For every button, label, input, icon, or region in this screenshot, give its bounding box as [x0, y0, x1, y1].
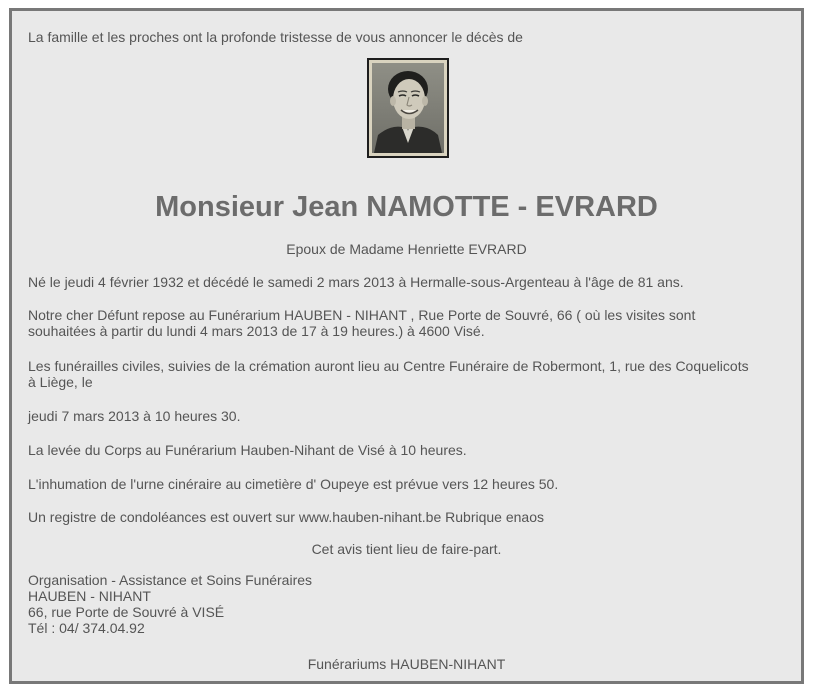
organisation-block [28, 572, 312, 636]
footer-text: Funérariums HAUBEN-NIHANT [307, 656, 506, 672]
organisation-line-3: 66, rue Porte de Souvré à VISÉ [28, 604, 225, 620]
registry-text: Un registre de condoléances est ouvert sur www.hauben-nihant.be Rubrique enaos [28, 509, 544, 525]
birth-death-text: Né le jeudi 4 février 1932 et décédé le samedi 2 mars 2013 à Hermalle-sous-Argenteau à l'âge de 81 ans. [28, 274, 684, 290]
deceased-name: Monsieur Jean NAMOTTE - EVRARD [155, 191, 658, 223]
funeral-date-text: jeudi 7 mars 2013 à 10 heures 30. [28, 408, 241, 424]
spouse-text: Epoux de Madame Henriette EVRARD [286, 241, 527, 257]
intro-text: La famille et les proches ont la profonde tristesse de vous annoncer le décès de [28, 29, 523, 45]
funeral-text-line-2: à Liège, le [28, 374, 93, 390]
inhumation-text: L'inhumation de l'urne cinéraire au cimetière d' Oupeye est prévue vers 12 heures 50. [28, 476, 559, 492]
avis-text: Cet avis tient lieu de faire-part. [311, 541, 502, 557]
levee-text: La levée du Corps au Funérarium Hauben-Nihant de Visé à 10 heures. [28, 442, 467, 458]
obituary-notice [9, 8, 804, 684]
organisation-line-4: Tél : 04/ 374.04.92 [28, 620, 145, 636]
portrait-photo [367, 58, 449, 158]
rest-text-line-2: souhaitées à partir du lundi 4 mars 2013 de 17 à 19 heures.) à 4600 Visé. [28, 323, 485, 339]
organisation-line-1: Organisation - Assistance et Soins Funéraires [28, 572, 313, 588]
funeral-text-line-1: Les funérailles civiles, suivies de la crémation auront lieu au Centre Funéraire de Robermont, 1, rue des Coquelicots [28, 358, 749, 374]
rest-text-line-1: Notre cher Défunt repose au Funérarium HAUBEN - NIHANT , Rue Porte de Souvré, 66 ( où les visites sont [28, 307, 696, 323]
portrait-image [372, 63, 444, 153]
organisation-line-2: HAUBEN - NIHANT [28, 588, 151, 604]
